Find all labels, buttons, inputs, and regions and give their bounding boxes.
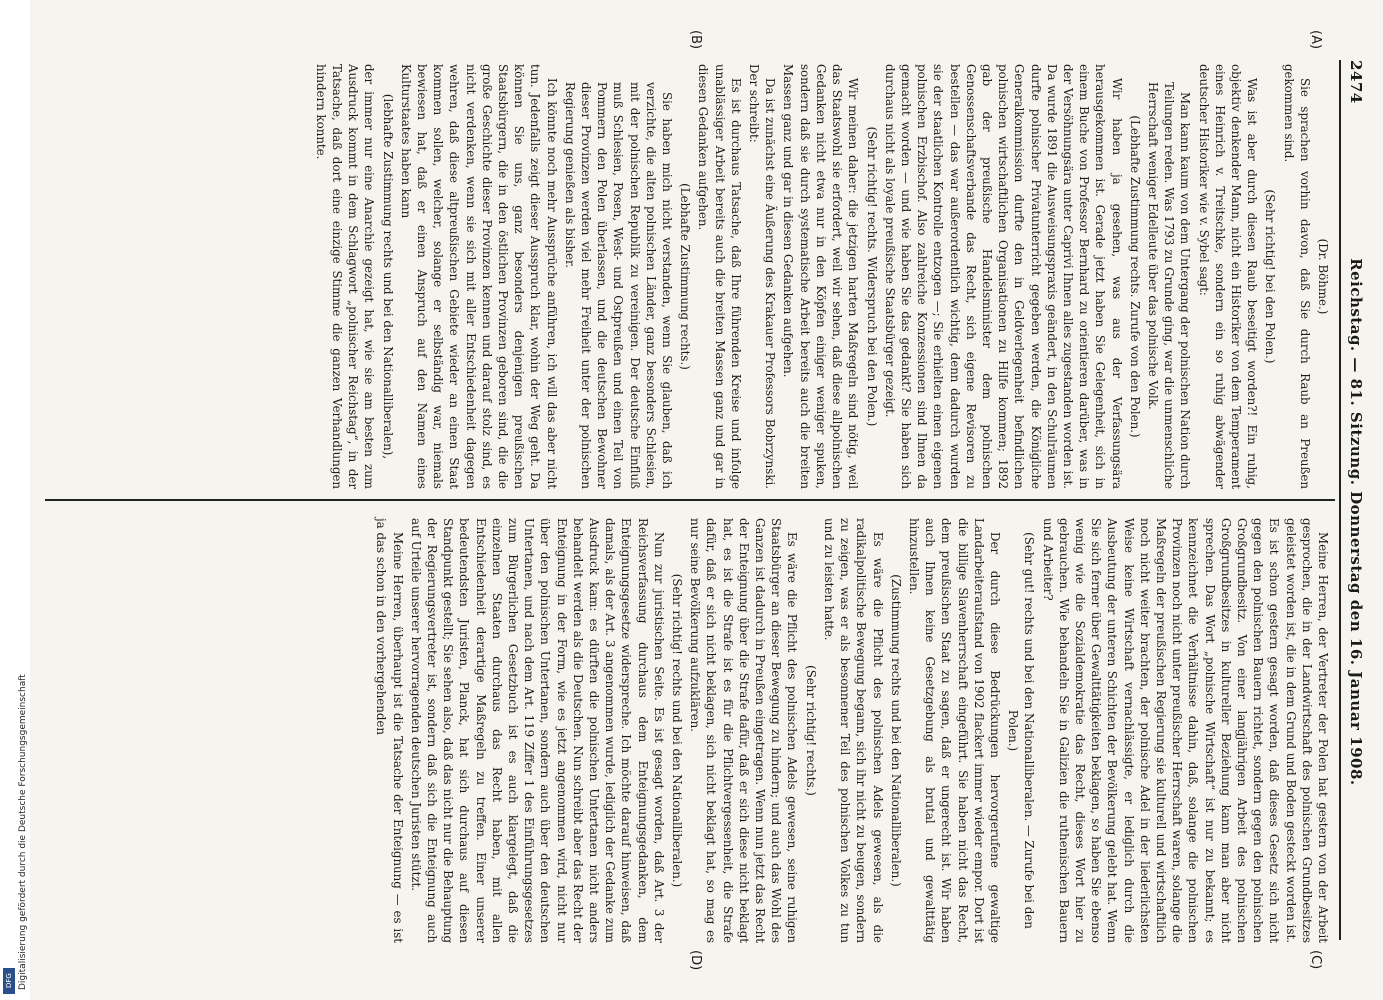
interjection: (Lebhafte Zustimmung rechts.) (678, 183, 693, 370)
speaker-label: (Dr. Böhme.) (1316, 238, 1330, 315)
right-column (371, 518, 1331, 943)
paragraph: Ich könnte noch mehr Aussprüche anführen, ich will das aber nicht tun. Jedenfalls zeigt dieser Ausspruch klar, wohin der Weg geht. Da können Sie uns, ganz besonders denjenigen preußischen Staatsbürgern, die in den östlichen Provinzen geboren sind, die die große Geschichte dieser Provinzen kennen und darauf stolz sind, es nicht verdenken, wenn sie sich mit aller Entschiedenheit dagegen wehren, daß diese altpreußischen Gebiete wieder an einen Staat kommen sollen, welcher, solange er selbständig war, niemals bewiesen hat, daß er einen Anspruch auf den Namen eines Kulturstaates haben kann (398, 64, 559, 489)
left-column (311, 64, 1331, 489)
quotation: Sie haben mich nicht verstanden, wenn Sie glauben, daß ich verzichte, die alten polnischen Länder, ganz besonders Schlesien, mit der polnischen Republik zu vereinigen. Der deutsche Einfluß muß Schlesien, Posen, West- und Ostpreußen und einen Teil von Pommern den Polen überlassen, und die deutschen Bewohner dieser Provinzen werden viel mehr Freiheit unter der polnischen Regierung genießen als bisher. (562, 82, 675, 489)
paragraph: Wir haben ja gesehen, was aus der Verfassungsära herausgekommen ist. Gerade jetzt haben Sie Gelegenheit, sich in einem Buche von Professor Bernhard zu orientieren darüber, was in der Versöhnungsära unter Caprivi Ihnen alles zugestanden worden ist. Da wurde 1891 die Ausweisungspraxis geändert, in den Schulräumen durfte polnischer Privatunterricht gegeben werden, die Königliche Generalkommission durfte den in Geldverlegenheit befindlichen polnischen wirtschaftlichen Organisationen zu Hilfe kommen; 1892 gab der preußische Handelsminister dem polnischen Genossenschaftsverbande das Recht, sich eigene Revisoren zu bestellen — das war außerordentlich wichtig, denn dadurch wurden sie der staatlichen Kontrolle entzogen —; Sie erhielten einen eigenen polnischen Erzbischof. Also zahlreiche Konzessionen sind Ihnen da gemacht worden — und wie haben Sie das gedankt? Sie haben sich durchaus nicht als loyale preußische Staatsbürger gezeigt. (882, 64, 1124, 489)
interjection: (Sehr gut! rechts und bei den Nationalliberalen. — Zurufe bei den Polen.) (1006, 532, 1037, 929)
paragraph: Es ist durchaus Tatsache, daß Ihre führenden Kreise und infolge unablässiger Arbeit bereits auch die breiten Massen ganz und gar in diesen Gedanken aufgehen. (696, 64, 743, 489)
margin-mark-d: (D) (688, 950, 703, 971)
margin-mark-b: (B) (688, 30, 703, 50)
page-number: 2474 (1347, 60, 1365, 104)
dfg-logo-icon: DFG (3, 968, 15, 994)
margin-mark-c: (C) (1308, 950, 1323, 970)
interjection: (Sehr richtig! rechts und bei den Nationalliberalen.) (670, 573, 685, 888)
paragraph: der immer nur eine Anarchie gezeigt hat, wie sie am besten zum Ausdruck kommt in dem Schlagwort „polnischer Reichstag“, in der Tatsache, daß dort eine einzige Stimme die ganzen Verhandlungen hindern konnte. (313, 64, 377, 489)
paragraph: Wir meinen daher: die jetzigen harten Maßregeln sind nötig, weil das Staatswohl sie erfordert, weil wir sehen, daß diese allpolnischen Gedanken nicht etwa nur in den Köpfen einiger weniger spuken, sondern daß sie durch systematische Arbeit bereits auch die breiten Massen ganz und gar in diesen Gedanken aufgehen. (781, 64, 861, 489)
paragraph: Es wäre die Pflicht des polnischen Adels gewesen, als die radikalpolitische Bewegung begann, sich ihr nicht zu beugen, sondern zu zeigen, was er als besonnener Teil des polnischen Volkes zu tun und zu leisten hatte. (821, 518, 885, 943)
paragraph: Da ist zunächst eine Äußerung des Krakauer Professors Bobrzynski. Der schreibt: (747, 64, 778, 489)
interjection: (Sehr richtig! rechts.) (803, 665, 818, 796)
interjection: (Sehr richtig! bei den Polen.) (1263, 189, 1278, 364)
paragraph: Nun zur juristischen Seite. Es ist gesagt worden, daß Art. 3 der Reichsverfassung durchaus dem Enteignungsgedanken, dem Enteignungsgesetze widerspreche. Ich möchte darauf hinweisen, daß damals, als der Art. 3 angenommen wurde, lediglich der Gedanke zum Ausdruck kam: es dürften die polnischen Untertanen nicht anders behandelt werden als die Deutschen. Nun schreibt aber das Recht der Enteignung in der Form, wie es jetzt angenommen wird, nicht nur über den polnischen Untertanen, sondern auch über den deutschen Untertanen, und nach dem Art. 119 Ziffer 1 des Einführungsgesetzes zum Bürgerlichen Gesetzbuch ist es auch klargelegt, daß die einzelnen Staaten durchaus das Recht haben, mit allen Entschiedenheit derartige Maßregeln zu treffen. Einer unserer bedeutendsten Juristen, Planck, hat sich durchaus auf diesen Standpunkt gestellt; Sie sehen also, daß das nicht nur die Behauptung der Regierungsvertreter ist, sondern daß sich die Enteignung auch auf Urteile unserer hervorragenden deutschen Juristen stützt. (408, 518, 666, 943)
page-header (1347, 60, 1365, 940)
paragraph: Sie sprachen vorhin davon, daß Sie durch Raub an Preußen gekommen sind. (1281, 64, 1312, 489)
paragraph: Meine Herren, der Vertreter der Polen hat gestern von der Arbeit gesprochen, die in der Landwirtschaft des polnischen Grundbesitzes geleistet worden ist, die in dem Grund und Boden gesteckt worden ist. Es ist schon gestern gesagt worden, daß dieses Gesetz sich nicht gegen den polnischen Bauern richtet, sondern gegen den polnischen Großgrundbesitz. Von einer langjährigen Arbeit des polnischen Großgrundbesitzes in kultureller Beziehung kann man aber nicht sprechen. Das Wort „polnische Wirtschaft“ ist nur zu bekannt; es kennzeichnet die Verhältnisse dahin, daß, solange die polnischen Provinzen noch nicht unter preußischer Herrschaft waren, solange die Maßregeln der preußischen Regierung sie kulturell und wirtschaftlich noch nicht weiter brachten, der polnische Adel in der liederlichsten Weise keine Wirtschaft vernachlässigte, er lediglich durch die Ausbeutung der unteren Schichten der Bevölkerung gelebt hat. Wenn Sie sich ferner über Gewalttätigkeiten beklagen, so haben Sie ebenso wenig wie die Sozialdemokratie das Recht, dieses Wort hier zu gebrauchen. Wie behandeln Sie in Galizien die ruthenischen Bauern und Arbeiter? (1040, 518, 1330, 943)
session-title: Reichstag. — 81. Sitzung. Donnerstag den 16. Januar 1908. (1347, 258, 1365, 786)
interjection: (Lebhafte Zustimmung rechts. Zurufe von den Polen.) (1127, 115, 1142, 438)
header-rule (1339, 60, 1341, 940)
paragraph: Meine Herren, überhaupt ist die Tatsache der Enteignung — es ist ja das schon in den vorhergehenden (374, 518, 405, 943)
paragraph: Es wäre die Pflicht des polnischen Adels gewesen, seine ruhigen Staatsbürger an dieser Bewegung zu hindern; und auch das Wohl des Ganzen ist dadurch in Preußen eingetragen. Wenn nun jetzt das Recht der Enteignung über die Strafe dafür, daß er sich diese nicht beklagt hat, es ist die Strafe ist es für die Pflichtvergessenheit, die Strafe dafür, daß er sich nicht beklagen, sich nicht beklagt hat, so mag es nur seine Bevölkerung aufzuklären. (688, 518, 800, 943)
paragraph: Was ist aber durch diesen Raub beseitigt worden?! Ein ruhig, objektiv denkender Mann, nicht ein Historiker von dem Temperament eines Heinrich v. Treitschke, sondern ein so ruhig abwägender deutscher Historiker wie v. Sybel sagt: (1196, 64, 1260, 489)
interjection: (lebhafte Zustimmung rechts und bei den Nationalliberalen), (380, 93, 395, 460)
margin-mark-a: (A) (1308, 30, 1323, 50)
quotation: Man kann kaum von dem Untergang der polnischen Nation durch Teilungen reden. Was 1793 zu Grunde ging, war die unmenschliche Herrschaft weniger Edelleute über das polnische Volk. (1145, 82, 1193, 489)
interjection: (Sehr richtig! rechts. Widerspruch bei den Polen.) (864, 126, 879, 427)
column-rule (45, 499, 1335, 501)
paragraph: Der durch diese Bedrückungen hervorgerufene gewaltige Landarbeiteraufstand von 1902 flackert immer wieder empor. Dort ist die billige Slavenherrschaft eingeführt. Sie haben nicht das Recht, dem preußischen Staat zu sagen, daß er ungerecht ist. Wir haben auch Ihnen keine Gesetzgebung als brutal und gewalttätig hinzustellen. (906, 518, 1002, 943)
digitization-credit: Digitalisierung gefördert durch die Deutsche Forschungsgemeinschaft (18, 674, 28, 990)
interjection: (Zustimmung rechts und bei den Nationalliberalen.) (888, 574, 903, 887)
